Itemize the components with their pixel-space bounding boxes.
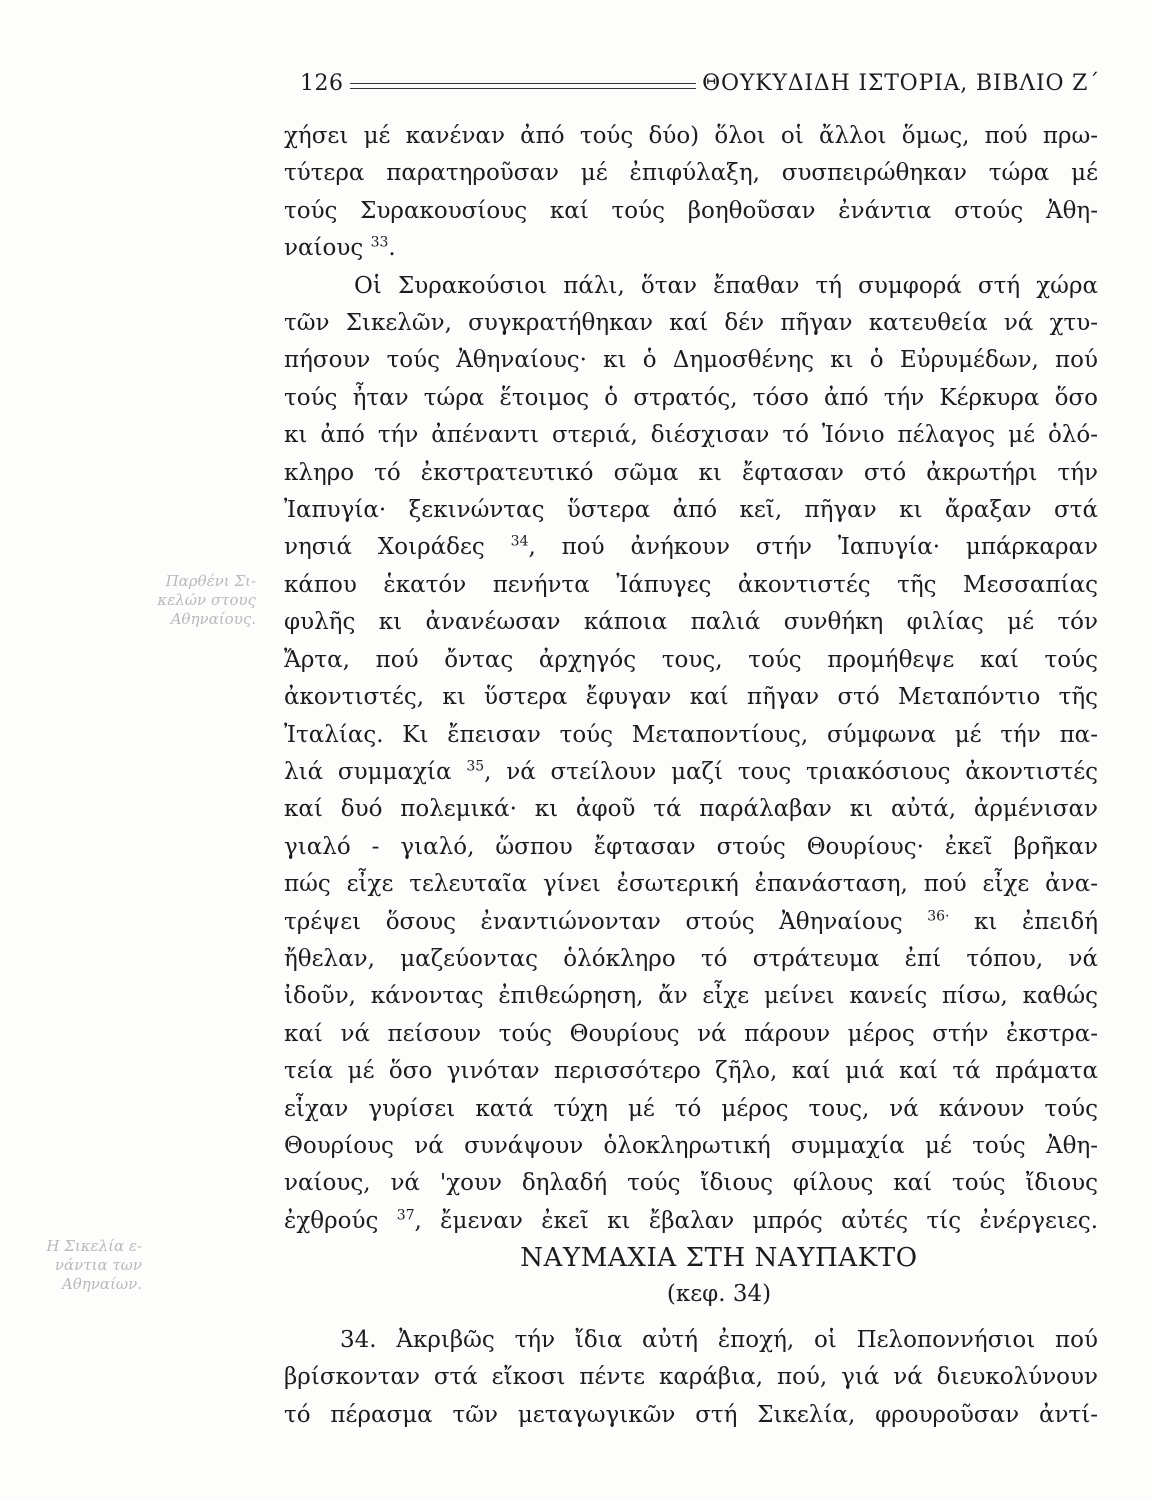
margin-note-line: Παρθένι Σι- [165, 572, 256, 590]
text-line [284, 1203, 1098, 1240]
footnote-ref: 33 [370, 234, 389, 251]
footnote-ref: 34 [510, 533, 529, 550]
text-fragment: . [388, 235, 396, 262]
text-line: Ἄρτα, πού ὄντας ἀρχηγός τους, τούς προμήθεψε καί τούς [284, 646, 1098, 673]
text-line: εἶχαν γυρίσει κατά τύχη μέ τό μέρος τους, νά κάνουν τούς [284, 1095, 1098, 1122]
margin-note [0, 1237, 142, 1294]
footnote-ref: 37 [396, 1207, 415, 1224]
text-line: Οἱ Συρακούσιοι πάλι, ὅταν ἔπαθαν τή συμφορά στή χώρα [354, 272, 1098, 299]
margin-note-line: Αθηναίων. [61, 1275, 142, 1293]
text-line: τῶν Σικελῶν, συγκρατήθηκαν καί δέν πῆγαν κατευθεία νά χτυ- [284, 310, 1098, 337]
text-line: τούς Συρακουσίους καί τούς βοηθοῦσαν ἐνάντια στούς Ἀθη- [284, 197, 1098, 224]
text-fragment: , νά στείλουν μαζί τους τριακόσιους ἀκοντιστές [484, 758, 1098, 785]
text-line: Θουρίους νά συνάψουν ὁλοκληρωτική συμμαχία μέ τούς Ἀθη- [284, 1132, 1098, 1159]
margin-note-line: κελών στους [157, 591, 256, 609]
text-line: πώς εἶχε τελευταῖα γίνει ἐσωτερική ἐπανάσταση, πού εἶχε ἀνα- [284, 871, 1098, 898]
text-line: κάπου ἑκατόν πενήντα Ἰάπυγες ἀκοντιστές τῆς Μεσσαπίας [284, 571, 1098, 598]
text-line: ἰδοῦν, κάνοντας ἐπιθεώρηση, ἄν εἶχε μείνει κανείς πίσω, καθώς [284, 983, 1098, 1010]
text-line: Ἰαπυγία· ξεκινώντας ὕστερα ἀπό κεῖ, πῆγαν κι ἄραξαν στά [284, 497, 1098, 524]
text-line: κι ἀπό τήν ἀπέναντι στεριά, διέσχισαν τό Ἰόνιο πέλαγος μέ ὁλό- [284, 422, 1098, 449]
text-fragment: , πού ἀνήκουν στήν Ἰαπυγία· μπάρκαραν [528, 534, 1098, 561]
text-line [284, 529, 1098, 566]
text-fragment: λιά συμμαχία [284, 758, 452, 785]
text-fragment: ἐχθρούς [284, 1207, 379, 1234]
margin-note-line: Η Σικελία ε- [46, 1237, 142, 1255]
text-fragment: ναίους [284, 235, 364, 262]
header-rule [350, 83, 697, 89]
body-text [284, 118, 1098, 1240]
text-line: βρίσκονταν στά εἴκοσι πέντε καράβια, πού, γιά νά διευκολύνουν [284, 1364, 1098, 1391]
text-line: γιαλό - γιαλό, ὥσπου ἔφτασαν στούς Θουρίους· ἐκεῖ βρῆκαν [284, 833, 1098, 860]
text-line: κληρο τό ἐκστρατευτικό σῶμα κι ἔφτασαν στό ἀκρωτήρι τήν [284, 459, 1098, 486]
footnote-ref: 35 [466, 758, 485, 775]
margin-note [60, 572, 256, 629]
text-line: καί νά πείσουν τούς Θουρίους νά πάρουν μέρος στήν ἐκστρα- [284, 1020, 1098, 1047]
text-line: τεία μέ ὅσο γινόταν περισσότερο ζῆλο, καί μιά καί τά πράματα [284, 1058, 1098, 1085]
margin-note-line: Αθηναίους. [170, 610, 256, 628]
body-text-section [284, 1322, 1098, 1434]
text-fragment: κι ἐπειδή [949, 908, 1098, 935]
text-line [284, 230, 1098, 267]
text-line: ἀκοντιστές, κι ὕστερα ἔφυγαν καί πῆγαν στό Μεταπόντιο τῆς [284, 684, 1098, 711]
running-title: ΘΟΥΚΥΔΙΔΗ ΙΣΤΟΡΙΑ, ΒΙΒΛΙΟ Ζ΄ [702, 70, 1100, 96]
text-line: καί δυό πολεμικά· κι ἀφοῦ τά παράλαβαν κι αὐτά, ἀρμένισαν [284, 796, 1098, 823]
text-line: τό πέρασμα τῶν μεταγωγικῶν στή Σικελία, φρουροῦσαν ἀντί- [284, 1401, 1098, 1428]
text-fragment: νησιά Χοιράδες [284, 534, 485, 561]
text-line [284, 904, 1098, 941]
section-subtitle: (κεφ. 34) [666, 1281, 772, 1307]
text-line: τύτερα παρατηροῦσαν μέ ἐπιφύλαξη, συσπειρώθηκαν τώρα μέ [284, 160, 1098, 187]
text-line: τούς ἦταν τώρα ἕτοιμος ὁ στρατός, τόσο ἀπό τήν Κέρκυρα ὅσο [284, 384, 1098, 411]
footnote-ref: 36· [927, 907, 950, 924]
text-line: πήσουν τούς Ἀθηναίους· κι ὁ Δημοσθένης κι ὁ Εὐρυμέδων, πού [284, 347, 1098, 374]
text-line: χήσει μέ κανέναν ἀπό τούς δύο) ὅλοι οἱ ἄλλοι ὅμως, πού πρω- [284, 123, 1098, 149]
text-fragment: τρέψει ὅσους ἐναντιώνονταν στούς Ἀθηναίους [284, 908, 903, 935]
margin-note-line: νάντια των [54, 1256, 142, 1274]
page-number: 126 [300, 70, 344, 96]
page-header [300, 66, 1100, 100]
text-line: ἤθελαν, μαζεύοντας ὁλόκληρο τό στράτευμα ἐπί τόπου, νά [284, 945, 1098, 972]
text-line: φυλῆς κι ἀνανέωσαν κάποια παλιά συνθήκη φιλίας μέ τόν [284, 609, 1098, 636]
text-fragment: , ἔμεναν ἐκεῖ κι ἔβαλαν μπρός αὐτές τίς ἐνέργειες. [414, 1207, 1099, 1234]
text-line [284, 754, 1098, 791]
text-line: ναίους, νά 'χουν δηλαδή τούς ἴδιους φίλους καί τούς ἴδιους [284, 1170, 1098, 1197]
section-title: ΝΑΥΜΑΧΙΑ ΣΤΗ ΝΑΥΠΑΚΤΟ [520, 1243, 918, 1273]
text-line: 34. Ἀκριβῶς τήν ἴδια αὐτή ἐποχή, οἱ Πελοποννήσιοι πού [340, 1327, 1098, 1353]
text-line: Ἰταλίας. Κι ἔπεισαν τούς Μεταποντίους, σύμφωνα μέ τήν πα- [284, 721, 1098, 748]
